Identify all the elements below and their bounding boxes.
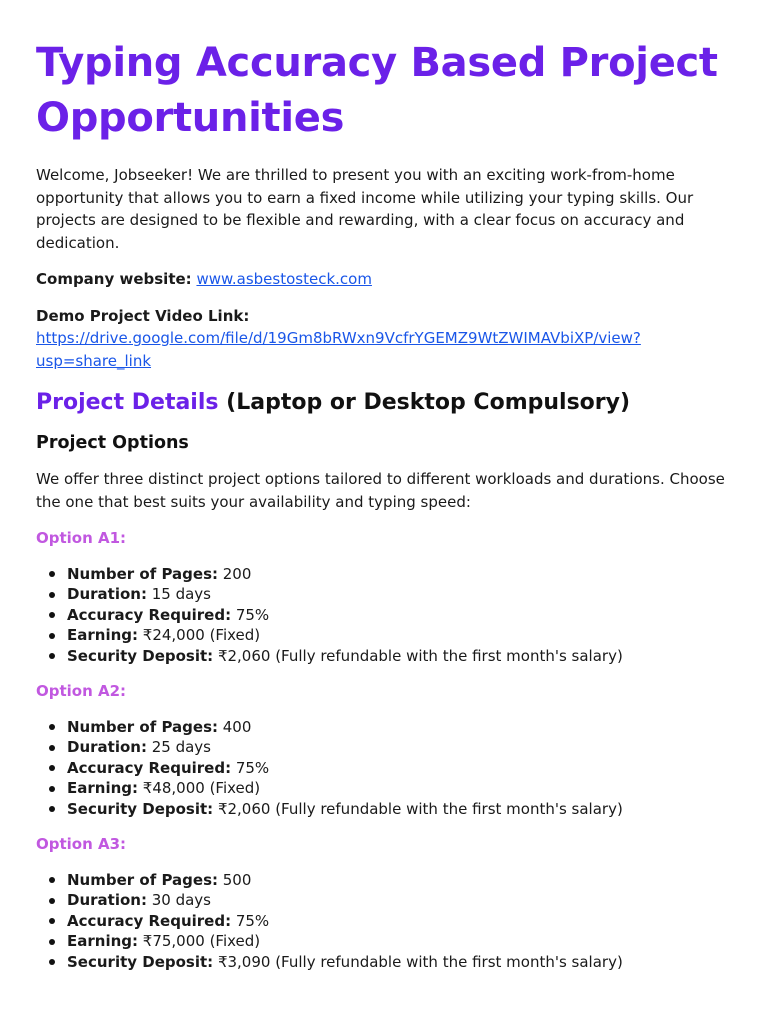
option-label: Option A1:	[36, 529, 127, 547]
item-key: Duration:	[67, 585, 147, 603]
item-value: 200	[218, 564, 252, 583]
option-details-list	[36, 717, 732, 820]
item-value: 15 days	[146, 585, 211, 603]
item-key: Accuracy Required:	[67, 911, 232, 930]
option-details-list	[36, 564, 732, 667]
list-item	[67, 758, 732, 779]
list-item	[67, 737, 732, 758]
item-key: Number of Pages:	[67, 564, 218, 583]
item-key: Accuracy Required:	[67, 605, 232, 624]
intro-paragraph: Welcome, Jobseeker! We are thrilled to present you with an exciting work-from-home opportunity that allows you to earn a fixed income while utilizing your typing skills. Our projects are designed to be flexible and rewarding, with a clear focus on accuracy and dedication.	[36, 166, 694, 252]
company-website-line	[36, 268, 732, 291]
demo-video-link-text: https://drive.google.com/file/d/19Gm8bRWxn9VcfrYGEMZ9WtZWIMAVbiXP/view?usp=share_link	[36, 329, 641, 370]
option-a2	[36, 680, 732, 819]
item-value: 500	[218, 870, 252, 889]
option-details-list	[36, 870, 732, 973]
company-website-label: Company website:	[36, 270, 192, 288]
list-item	[67, 890, 732, 911]
list-item	[67, 778, 732, 799]
item-key: Security Deposit:	[67, 799, 214, 818]
list-item	[67, 931, 732, 952]
demo-video-link[interactable]	[36, 327, 646, 372]
demo-video-label: Demo Project Video Link:	[36, 306, 250, 325]
list-item	[67, 564, 732, 585]
demo-video-line	[36, 305, 732, 373]
list-item	[67, 605, 732, 626]
item-key: Duration:	[67, 738, 147, 756]
list-item	[67, 625, 732, 646]
item-value: ₹75,000 (Fixed)	[138, 932, 261, 950]
item-key: Accuracy Required:	[67, 758, 232, 777]
project-options-heading: Project Options	[36, 433, 189, 453]
item-key: Earning:	[67, 626, 139, 644]
item-value: 400	[218, 717, 252, 736]
project-details-note: (Laptop or Desktop Compulsory)	[218, 390, 631, 415]
item-value: 75%	[231, 758, 270, 777]
project-details-accent: Project Details	[36, 390, 219, 415]
list-item	[67, 799, 732, 820]
item-value: ₹2,060 (Fully refundable with the first month's salary)	[213, 646, 623, 665]
list-item	[67, 952, 732, 973]
option-label: Option A2:	[36, 682, 127, 700]
item-value: ₹24,000 (Fixed)	[138, 626, 261, 644]
item-value: 30 days	[146, 891, 211, 909]
list-item	[67, 584, 732, 605]
item-key: Number of Pages:	[67, 717, 218, 736]
option-a3	[36, 833, 732, 972]
page-title: Typing Accuracy Based Project Opportunities	[36, 40, 718, 141]
item-key: Number of Pages:	[67, 870, 218, 889]
list-item	[67, 911, 732, 932]
item-value: 25 days	[146, 738, 211, 756]
option-a1	[36, 527, 732, 666]
list-item	[67, 870, 732, 891]
item-value: 75%	[231, 911, 270, 930]
item-key: Earning:	[67, 932, 139, 950]
list-item	[67, 646, 732, 667]
option-label: Option A3:	[36, 835, 127, 853]
list-item	[67, 717, 732, 738]
item-value: 75%	[231, 605, 270, 624]
item-value: ₹3,090 (Fully refundable with the first month's salary)	[213, 952, 623, 971]
item-value: ₹2,060 (Fully refundable with the first month's salary)	[213, 799, 623, 818]
project-details-heading	[36, 388, 732, 418]
item-value: ₹48,000 (Fixed)	[138, 779, 261, 797]
item-key: Security Deposit:	[67, 952, 214, 971]
item-key: Duration:	[67, 891, 147, 909]
item-key: Earning:	[67, 779, 139, 797]
company-website-link[interactable]: www.asbestosteck.com	[196, 270, 372, 288]
item-key: Security Deposit:	[67, 646, 214, 665]
options-intro: We offer three distinct project options tailored to different workloads and durations. Choose the one that best suits your availability and typing speed:	[36, 470, 725, 511]
